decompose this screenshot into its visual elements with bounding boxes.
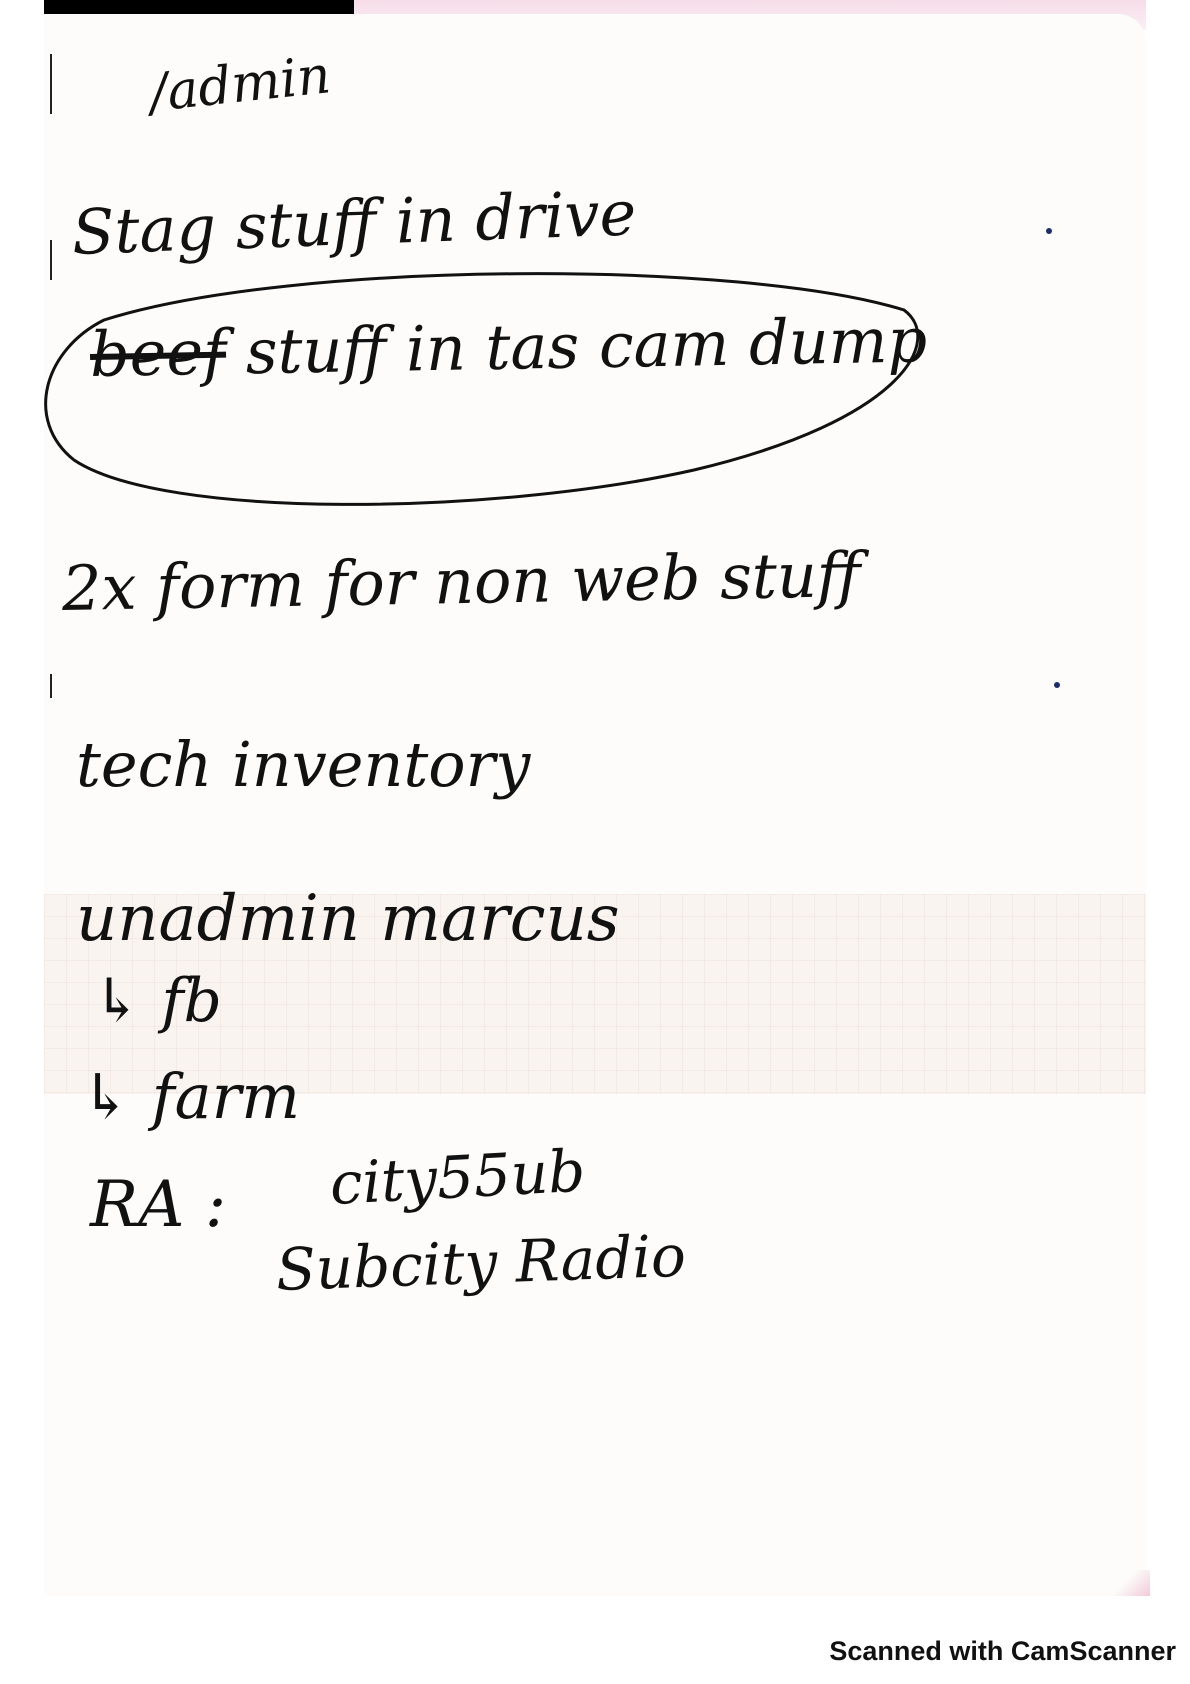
stray-ink-dot <box>1054 682 1060 688</box>
line-stag-stuff: Stag stuff in drive <box>70 176 638 269</box>
ra-value-subcity-radio: Subcity Radio <box>274 1221 687 1304</box>
heading-admin: /admin <box>146 45 334 124</box>
line-tech-inventory: tech inventory <box>76 728 531 801</box>
line-form-non-web: 2x form for non web stuff <box>61 538 862 625</box>
scan-edge-pink-bottom <box>1110 1570 1150 1596</box>
line-unadmin-marcus: unadmin marcus <box>76 882 620 956</box>
line-beef-rest: stuff in tas cam dump <box>245 303 928 389</box>
circled-highlight <box>44 270 924 520</box>
sub-item-farm: ↳ farm <box>80 1060 300 1133</box>
sub-item-fb: ↳ fb <box>92 966 222 1036</box>
camscanner-watermark: Scanned with CamScanner <box>829 1636 1176 1666</box>
stray-ink-dot <box>1046 228 1052 234</box>
margin-line <box>50 674 52 698</box>
struck-word: beef <box>89 315 227 391</box>
margin-line <box>50 54 52 114</box>
ra-value-city55ub: city55ub <box>328 1136 587 1218</box>
ra-label: RA : <box>90 1168 227 1242</box>
